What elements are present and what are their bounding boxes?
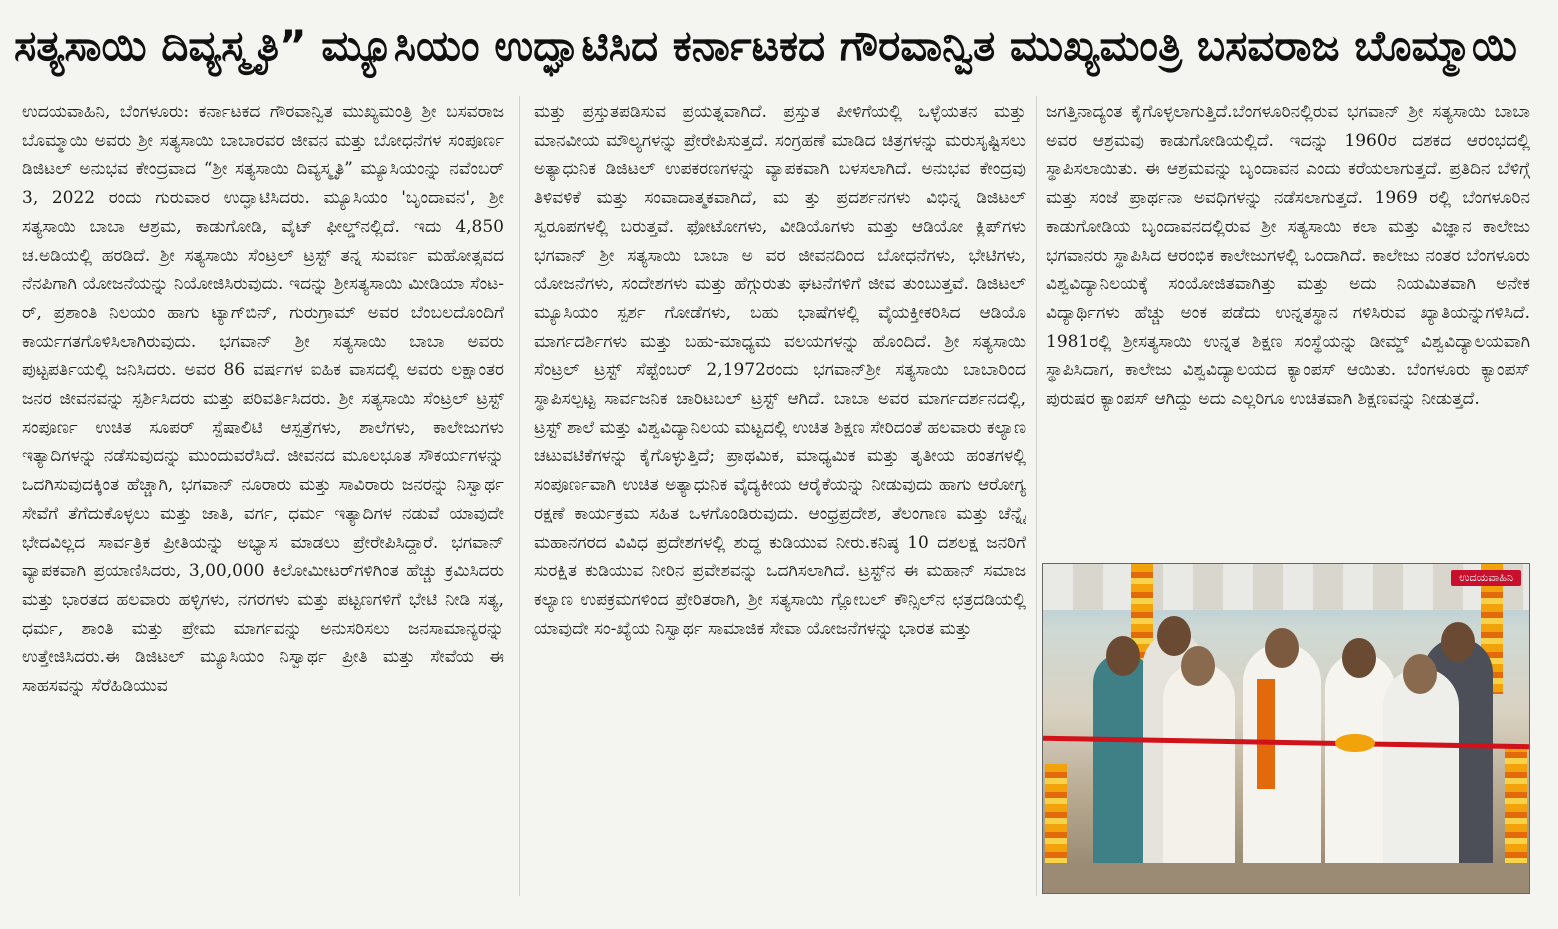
person-head	[1265, 628, 1299, 668]
person-head	[1403, 654, 1437, 694]
column-2-text: ಮತ್ತು ಪ್ರಸ್ತುತಪಡಿಸುವ ಪ್ರಯತ್ನವಾಗಿದೆ. ಪ್ರಸ್ತುತ ಪೀಳಿಗೆಯಲ್ಲಿ ಒಳ್ಳೆಯತನ ಮತ್ತು ಮಾನವೀಯ ಮೌಲ್ಯಗಳನ್ನು ಪ್ರೇರೇಪಿಸುತ್ತದೆ. ಸಂಗ್ರಹಣೆ ಮಾಡಿದ ಚಿತ್ರಗಳನ್ನು ಮರುಸೃಷ್ಟಿಸಲು ಅತ್ಯಾಧುನಿಕ ಡಿಜಿಟಲ್ ಉಪಕರಣಗಳನ್ನು ವ್ಯಾಪಕವಾಗಿ ಬಳಸಲಾಗಿದೆ. ಅನುಭವ ಕೇಂದ್ರವು ತಿಳಿವಳಿಕೆ ಮತ್ತು ಸಂವಾದಾತ್ಮಕವಾಗಿದೆ, ಮ ತ್ತು ಪ್ರದರ್ಶನಗಳು ವಿಭಿನ್ನ ಡಿಜಿಟಲ್ ಸ್ವರೂಪಗಳಲ್ಲಿ ಬರುತ್ತವೆ. ಫೋಟೋಗಳು, ವೀಡಿಯೊಗಳು ಮತ್ತು ಆಡಿಯೋ ಕ್ಲಿಪ್‌ಗಳು ಭಗವಾನ್ ಶ್ರೀ ಸತ್ಯಸಾಯಿ ಬಾಬಾ ಅ ವರ ಜೀವನದಿಂದ ಬೋಧನೆಗಳು, ಭೇಟಿಗಳು, ಯೋಜನೆಗಳು, ಸಂದೇಶಗಳು ಮತ್ತು ಹೆಗ್ಗುರುತು ಘಟನೆಗಳಿಗೆ ಜೀವ ತುಂಬುತ್ತವೆ. ಡಿಜಿಟಲ್ ಮ್ಯೂಸಿಯಂ ಸ್ಪರ್ಶ ಗೋಡೆಗಳು, ಬಹು ಭಾಷೆಗಳಲ್ಲಿ ವೈಯಕ್ತೀಕರಿಸಿದ ಆಡಿಯೊ ಮಾರ್ಗದರ್ಶಿಗಳು ಮತ್ತು ಬಹು-ಮಾಧ್ಯಮ ವಲಯಗಳನ್ನು ಹೊಂದಿದೆ. ಶ್ರೀ ಸತ್ಯಸಾಯಿ ಸೆಂಟ್ರಲ್ ಟ್ರಸ್ಟ್ ಸೆಪ್ಟೆಂಬರ್ 2,1972ರಂದು ಭಗವಾನ್‌ಶ್ರೀ ಸತ್ಯಸಾಯಿ ಬಾಬಾರಿಂದ ಸ್ಥಾಪಿಸಲ್ಪಟ್ಟ ಸಾರ್ವಜನಿಕ ಚಾರಿಟಬಲ್ ಟ್ರಸ್ಟ್ ಆಗಿದೆ. ಬಾಬಾ ಅವರ ಮಾರ್ಗದರ್ಶನದಲ್ಲಿ, ಟ್ರಸ್ಟ್ ಶಾಲೆ ಮತ್ತು ವಿಶ್ವವಿದ್ಯಾನಿಲಯ ಮಟ್ಟದಲ್ಲಿ ಉಚಿತ ಶಿಕ್ಷಣ ಸೇರಿದಂತೆ ಹಲವಾರು ಕಲ್ಯಾಣ ಚಟುವಟಿಕೆಗಳನ್ನು ಕೈಗೊಳ್ಳುತ್ತಿದೆ; ಪ್ರಾಥಮಿಕ, ಮಾಧ್ಯಮಿಕ ಮತ್ತು ತೃತೀಯ ಹಂತಗಳಲ್ಲಿ ಸಂಪೂರ್ಣವಾಗಿ ಉಚಿತ ಅತ್ಯಾಧುನಿಕ ವೈದ್ಯಕೀಯ ಆರೈಕೆಯನ್ನು ನೀಡುವುದು ಹಾಗು ಆರೋಗ್ಯ ರಕ್ಷಣೆ ಕಾರ್ಯಕ್ರಮ ಸಹಿತ ಒಳಗೊಂಡಿರುವುದು. ಆಂಧ್ರಪ್ರದೇಶ, ತೆಲಂಗಾಣ ಮತ್ತು ಚೆನ್ನೈ ಮಹಾನಗರದ ವಿವಿಧ ಪ್ರದೇಶಗಳಲ್ಲಿ ಶುದ್ಧ ಕುಡಿಯುವ ನೀರು.ಕನಿಷ್ಠ 10 ದಶಲಕ್ಷ ಜನರಿಗೆ ಸುರಕ್ಷಿತ ಕುಡಿಯುವ ನೀರಿನ ಪ್ರವೇಶವನ್ನು ಒದಗಿಸಲಾಗಿದೆ. ಟ್ರಸ್ಟ್‌ನ ಈ ಮಹಾನ್ ಸಮಾಜ ಕಲ್ಯಾಣ ಉಪಕ್ರಮಗಳಿಂದ ಪ್ರೇರಿತರಾಗಿ, ಶ್ರೀ ಸತ್ಯಸಾಯಿ ಗ್ಲೋಬಲ್ ಕೌನ್ಸಿಲ್‌ನ ಛತ್ರದಡಿಯಲ್ಲಿ ಯಾವುದೇ ಸಂ-ಖ್ಯೆಯ ನಿಸ್ವಾರ್ಥ ಸಾಮಾಜಿಕ ಸೇವಾ ಯೋಜನೆಗಳನ್ನು ಭಾರತ ಮತ್ತು	[534, 102, 1026, 639]
person-figure	[1163, 663, 1235, 893]
article-column-1	[22, 98, 504, 898]
person-head	[1106, 636, 1140, 676]
person-head	[1181, 646, 1215, 686]
ribbon-flower	[1335, 734, 1375, 752]
inauguration-photo	[1042, 563, 1530, 894]
person-head	[1441, 622, 1475, 662]
headline: ಸತ್ಯಸಾಯಿ ದಿವ್ಯಸ್ಮೃತಿ” ಮ್ಯೂಸಿಯಂ ಉದ್ಘಾಟಿಸಿದ ಕರ್ನಾಟಕದ ಗೌರವಾನ್ವಿತ ಮುಖ್ಯಮಂತ್ರಿ ಬಸವರಾಜ ಬೊಮ್ಮಾಯಿ	[14, 21, 1518, 70]
ground	[1043, 863, 1529, 893]
column-3-text: ಜಗತ್ತಿನಾದ್ಯಂತ ಕೈಗೊಳ್ಳಲಾಗುತ್ತಿದೆ.ಬೆಂಗಳೂರಿನಲ್ಲಿರುವ ಭಗವಾನ್ ಶ್ರೀ ಸತ್ಯಸಾಯಿ ಬಾಬಾ ಅವರ ಆಶ್ರಮವು ಕಾಡುಗೋಡಿಯಲ್ಲಿದೆ. ಇದನ್ನು 1960ರ ದಶಕದ ಆರಂಭದಲ್ಲಿ ಸ್ಥಾಪಿಸಲಾಯಿತು. ಈ ಆಶ್ರಮವನ್ನು ಬೃಂದಾವನ ಎಂದು ಕರೆಯಲಾಗುತ್ತದೆ. ಪ್ರತಿದಿನ ಬೆಳಿಗ್ಗೆ ಮತ್ತು ಸಂಜೆ ಪ್ರಾರ್ಥನಾ ಅವಧಿಗಳನ್ನು ನಡೆಸಲಾಗುತ್ತದೆ. 1969 ರಲ್ಲಿ ಬೆಂಗಳೂರಿನ ಕಾಡುಗೋಡಿಯ ಬೃಂದಾವನದಲ್ಲಿರುವ ಶ್ರೀ ಸತ್ಯಸಾಯಿ ಕಲಾ ಮತ್ತು ವಿಜ್ಞಾನ ಕಾಲೇಜು ಭಗವಾನರು ಸ್ಥಾಪಿಸಿದ ಆರಂಭಿಕ ಕಾಲೇಜುಗಳಲ್ಲಿ ಒಂದಾಗಿದೆ. ಕಾಲೇಜು ನಂತರ ಬೆಂಗಳೂರು ವಿಶ್ವವಿದ್ಯಾನಿಲಯಕ್ಕೆ ಸಂಯೋಜಿತವಾಗಿತ್ತು ಮತ್ತು ಅದು ನಿಯಮಿತವಾಗಿ ಅನೇಕ ವಿದ್ಯಾರ್ಥಿಗಳು ಹೆಚ್ಚು ಅಂಕ ಪಡೆದು ಉನ್ನತಸ್ಥಾನ ಗಳಿಸಿರುವ ಖ್ಯಾತಿಯನ್ನುಗಳಿಸಿದೆ. 1981ರಲ್ಲಿ ಶ್ರೀಸತ್ಯಸಾಯಿ ಉನ್ನತ ಶಿಕ್ಷಣ ಸಂಸ್ಥೆಯನ್ನು ಡೀಮ್ಡ್ ವಿಶ್ವವಿದ್ಯಾಲಯವಾಗಿ ಸ್ಥಾಪಿಸಿದಾಗ, ಕಾಲೇಜು ವಿಶ್ವವಿದ್ಯಾಲಯದ ಕ್ಯಾಂಪಸ್ ಆಯಿತು. ಬೆಂಗಳೂರು ಕ್ಯಾಂಪಸ್ ಪುರುಷರ ಕ್ಯಾಂಪಸ್ ಆಗಿದ್ದು ಅದು ಎಲ್ಲರಿಗೂ ಉಚಿತವಾಗಿ ಶಿಕ್ಷಣವನ್ನು ನೀಡುತ್ತದೆ.	[1046, 102, 1530, 410]
column-1-text: ಉದಯವಾಹಿನಿ, ಬೆಂಗಳೂರು: ಕರ್ನಾಟಕದ ಗೌರವಾನ್ವಿತ ಮುಖ್ಯಮಂತ್ರಿ ಶ್ರೀ ಬಸವರಾಜ ಬೊಮ್ಮಾಯಿ ಅವರು ಶ್ರೀ ಸತ್ಯಸಾಯಿ ಬಾಬಾರವರ ಜೀವನ ಮತ್ತು ಬೋಧನೆಗಳ ಸಂಪೂರ್ಣ ಡಿಜಿಟಲ್ ಅನುಭವ ಕೇಂದ್ರವಾದ “ಶ್ರೀ ಸತ್ಯಸಾಯಿ ದಿವ್ಯಸ್ಮೃತಿ” ಮ್ಯೂಸಿಯಂನ್ನು ನವೆಂಬರ್ 3, 2022 ರಂದು ಗುರುವಾರ ಉದ್ಘಾಟಿಸಿದರು. ಮ್ಯೂಸಿಯಂ 'ಬೃಂದಾವನ', ಶ್ರೀ ಸತ್ಯಸಾಯಿ ಬಾಬಾ ಆಶ್ರಮ, ಕಾಡುಗೋಡಿ, ವೈಟ್ ಫೀಲ್ಡ್‌ನಲ್ಲಿದೆ. ಇದು 4,850 ಚ.ಅಡಿಯಲ್ಲಿ ಹರಡಿದೆ. ಶ್ರೀ ಸತ್ಯಸಾಯಿ ಸೆಂಟ್ರಲ್ ಟ್ರಸ್ಟ್ ತನ್ನ ಸುವರ್ಣ ಮಹೋತ್ಸವದ ನೆನಪಿಗಾಗಿ ಯೋಜನೆಯನ್ನು ನಿಯೋಜಿಸಿರುವುದು. ಇದನ್ನು ಶ್ರೀಸತ್ಯಸಾಯಿ ಮೀಡಿಯಾ ಸೆಂಟ-ರ್, ಪ್ರಶಾಂತಿ ನಿಲಯಂ ಹಾಗು ಟ್ಯಾಗ್‌ಬಿನ್, ಗುರುಗ್ರಾಮ್ ಅವರ ಬೆಂಬಲದೊಂದಿಗೆ ಕಾರ್ಯಗತಗೊಳಿಸಿಲಾಗಿರುವುದು. ಭಗವಾನ್ ಶ್ರೀ ಸತ್ಯಸಾಯಿ ಬಾಬಾ ಅವರು ಪುಟ್ಟಪರ್ತಿಯಲ್ಲಿ ಜನಿಸಿದರು. ಅವರ 86 ವರ್ಷಗಳ ಐಹಿಕ ವಾಸದಲ್ಲಿ ಅವರು ಲಕ್ಷಾಂತರ ಜನರ ಜೀವನವನ್ನು ಸ್ಪರ್ಶಿಸಿದರು ಮತ್ತು ಪರಿವರ್ತಿಸಿದರು. ಶ್ರೀ ಸತ್ಯಸಾಯಿ ಸೆಂಟ್ರಲ್ ಟ್ರಸ್ಟ್ ಸಂಪೂರ್ಣ ಉಚಿತ ಸೂಪರ್ ಸ್ಪೆಷಾಲಿಟಿ ಆಸ್ಪತ್ರೆಗಳು, ಶಾಲೆಗಳು, ಕಾಲೇಜುಗಳು ಇತ್ಯಾದಿಗಳನ್ನು ನಡೆಸುವುದನ್ನು ಮುಂದುವರೆಸಿದೆ. ಜೀವನದ ಮೂಲಭೂತ ಸೌಕರ್ಯಗಳನ್ನು ಒದಗಿಸುವುದಕ್ಕಿಂತ ಹೆಚ್ಚಾಗಿ, ಭಗವಾನ್ ನೂರಾರು ಮತ್ತು ಸಾವಿರಾರು ಜನರನ್ನು ನಿಸ್ವಾರ್ಥ ಸೇವೆಗೆ ತೆಗೆದುಕೊಳ್ಳಲು ಮತ್ತು ಜಾತಿ, ವರ್ಗ, ಧರ್ಮ ಇತ್ಯಾದಿಗಳ ನಡುವೆ ಯಾವುದೇ ಭೇದವಿಲ್ಲದ ಸಾರ್ವತ್ರಿಕ ಪ್ರೀತಿಯನ್ನು ಅಭ್ಯಾಸ ಮಾಡಲು ಪ್ರೇರೇಪಿಸಿದ್ದಾರೆ. ಭಗವಾನ್ ವ್ಯಾಪಕವಾಗಿ ಪ್ರಯಾಣಿಸಿದರು, 3,00,000 ಕಿಲೋಮೀಟರ್‌ಗಳಿಗಿಂತ ಹೆಚ್ಚು ಕ್ರಮಿಸಿದರು ಮತ್ತು ಭಾರತದ ಹಲವಾರು ಹಳ್ಳಿಗಳು, ನಗರಗಳು ಮತ್ತು ಪಟ್ಟಣಗಳಿಗೆ ಭೇಟಿ ನೀಡಿ ಸತ್ಯ, ಧರ್ಮ, ಶಾಂತಿ ಮತ್ತು ಪ್ರೇಮ ಮಾರ್ಗವನ್ನು ಅನುಸರಿಸಲು ಜನಸಾಮಾನ್ಯರನ್ನು ಉತ್ತೇಜಿಸಿದರು.ಈ ಡಿಜಿಟಲ್ ಮ್ಯೂಸಿಯಂ ನಿಸ್ವಾರ್ಥ ಪ್ರೀತಿ ಮತ್ತು ಸೇವೆಯ ಈ ಸಾಹಸವನ್ನು ಸೆರೆಹಿಡಿಯುವ	[22, 102, 504, 697]
column-divider	[519, 96, 520, 896]
photo-credit: ಉದಯವಾಹಿನಿ	[1451, 570, 1521, 586]
column-divider	[1036, 96, 1037, 896]
article-column-3	[1046, 98, 1530, 538]
saffron-shawl	[1257, 679, 1275, 789]
article-column-2	[534, 98, 1026, 898]
person-figure	[1383, 668, 1459, 893]
person-head	[1342, 638, 1376, 678]
person-figure	[1243, 643, 1321, 893]
